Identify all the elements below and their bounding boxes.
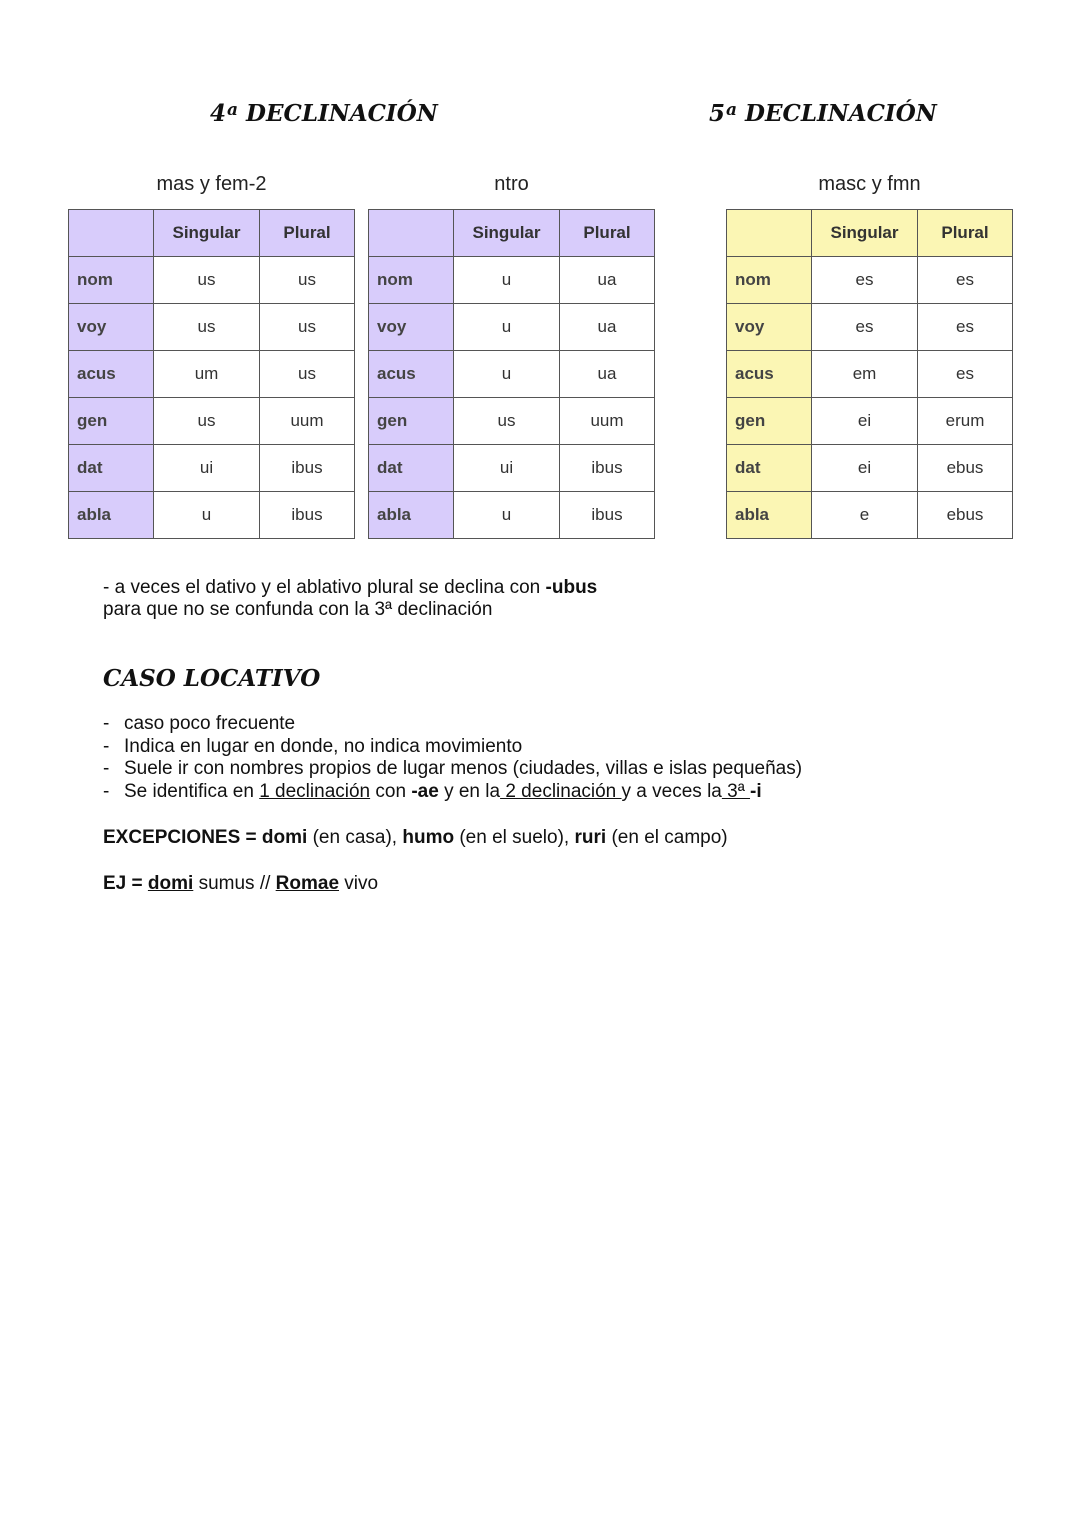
list-item: - Suele ir con nombres propios de lugar menos (ciudades, villas e islas pequeñas)	[103, 758, 802, 781]
header-cell: Plural	[560, 210, 655, 257]
table-cell: us	[260, 351, 355, 398]
table-cell: es	[918, 304, 1013, 351]
note-text: - a veces el dativo y el ablativo plural se declina con	[103, 577, 546, 598]
case-cell: dat	[69, 445, 154, 492]
table-row	[69, 445, 355, 492]
table-cell: us	[260, 304, 355, 351]
table-cell: us	[154, 398, 260, 445]
list-item	[103, 781, 802, 804]
heading-number: 4	[210, 100, 227, 127]
table-cell: es	[812, 257, 918, 304]
table-cell: ei	[812, 445, 918, 492]
case-cell: nom	[369, 257, 454, 304]
table-cell: ibus	[260, 492, 355, 539]
heading-text: DECLINACIÓN	[246, 100, 438, 127]
text-span: y a veces la	[621, 780, 722, 802]
table-cell: ui	[154, 445, 260, 492]
case-cell: gen	[69, 398, 154, 445]
table-row	[369, 445, 655, 492]
table-row	[369, 492, 655, 539]
exception-gloss: (en el campo)	[606, 827, 728, 848]
table-row	[727, 492, 1013, 539]
heading-number: 5	[709, 100, 726, 127]
case-cell: abla	[727, 492, 812, 539]
list-item: - caso poco frecuente	[103, 713, 802, 736]
table-cell: ua	[560, 304, 655, 351]
table-row	[727, 257, 1013, 304]
table-cell: ibus	[260, 445, 355, 492]
excepciones-line	[103, 827, 728, 849]
header-cell	[369, 210, 454, 257]
note-line-2: para que no se confunda con la 3ª declinación	[103, 599, 493, 620]
table-cell: us	[260, 257, 355, 304]
table-cell: us	[454, 398, 560, 445]
table-row	[727, 445, 1013, 492]
header-cell: Singular	[154, 210, 260, 257]
list-item: - Indica en lugar en donde, no indica movimiento	[103, 736, 802, 759]
table-row	[727, 304, 1013, 351]
exception-gloss: (en el suelo),	[454, 827, 575, 848]
ejemplo-line	[103, 873, 378, 895]
table-cell: e	[812, 492, 918, 539]
table-cell: ei	[812, 398, 918, 445]
table-cell: ui	[454, 445, 560, 492]
bold-ending: -ae	[411, 780, 439, 802]
table-cell: u	[454, 257, 560, 304]
table-cell: ibus	[560, 445, 655, 492]
table-cell: ua	[560, 257, 655, 304]
heading-text: DECLINACIÓN	[745, 100, 937, 127]
table-row	[369, 351, 655, 398]
case-cell: dat	[727, 445, 812, 492]
excepciones-label: EXCEPCIONES =	[103, 827, 257, 848]
example-text: vivo	[339, 873, 379, 894]
table-cell: us	[154, 257, 260, 304]
table-5th-masc-fmn	[726, 209, 1013, 539]
note-ending: -ubus	[545, 577, 598, 598]
bold-ending: -i	[750, 780, 762, 802]
heading-ordinal: a	[726, 100, 738, 120]
underlined-text: 3ª	[721, 780, 751, 802]
table-row	[69, 492, 355, 539]
table-cell: es	[918, 257, 1013, 304]
case-cell: gen	[369, 398, 454, 445]
table-cell: uum	[560, 398, 655, 445]
table-cell: u	[154, 492, 260, 539]
heading-4th-declension	[210, 100, 438, 127]
table-header-row	[69, 210, 355, 257]
table-row	[69, 304, 355, 351]
table-cell: erum	[918, 398, 1013, 445]
table-cell: ua	[560, 351, 655, 398]
table-cell: ebus	[918, 445, 1013, 492]
header-cell	[727, 210, 812, 257]
case-cell: acus	[727, 351, 812, 398]
example-text: sumus //	[193, 873, 276, 894]
case-cell: nom	[69, 257, 154, 304]
heading-5th-declension	[709, 100, 937, 127]
table-cell: um	[154, 351, 260, 398]
table-cell: u	[454, 304, 560, 351]
table-cell: em	[812, 351, 918, 398]
case-cell: nom	[727, 257, 812, 304]
underlined-text: 2 declinación	[500, 780, 622, 802]
ubus-note	[103, 577, 597, 621]
header-cell: Singular	[812, 210, 918, 257]
table-cell: es	[918, 351, 1013, 398]
table-cell: u	[454, 351, 560, 398]
table-row	[369, 304, 655, 351]
case-cell: abla	[369, 492, 454, 539]
table-cell: us	[154, 304, 260, 351]
ejemplo-label: EJ =	[103, 873, 143, 894]
case-cell: voy	[369, 304, 454, 351]
locativo-list	[103, 713, 802, 803]
text-span: Se identifica en	[124, 780, 260, 802]
table-cell: ebus	[918, 492, 1013, 539]
example-word: Romae	[275, 873, 340, 894]
case-cell: voy	[727, 304, 812, 351]
exception-word: humo	[402, 827, 455, 848]
example-word: domi	[147, 873, 194, 894]
table-row	[69, 351, 355, 398]
case-cell: acus	[69, 351, 154, 398]
case-cell: abla	[69, 492, 154, 539]
table-cell: uum	[260, 398, 355, 445]
case-cell: dat	[369, 445, 454, 492]
subtitle-masc-fmn: masc y fmn	[818, 173, 921, 195]
subtitle-mas-fem: mas y fem-2	[156, 173, 267, 195]
exception-word: ruri	[574, 827, 607, 848]
table-4th-mas-fem	[68, 209, 355, 539]
table-cell: u	[454, 492, 560, 539]
locativo-title: CASO LOCATIVO	[103, 665, 321, 692]
table-4th-neutro	[368, 209, 655, 539]
table-cell: ibus	[560, 492, 655, 539]
table-row	[369, 398, 655, 445]
exception-word: domi	[261, 827, 308, 848]
underlined-text: 1 declinación	[259, 780, 371, 802]
case-cell: voy	[69, 304, 154, 351]
subtitle-neutro: ntro	[494, 173, 529, 195]
table-row	[727, 398, 1013, 445]
header-cell: Singular	[454, 210, 560, 257]
case-cell: gen	[727, 398, 812, 445]
text-span: con	[370, 780, 412, 802]
note-line-1	[103, 577, 597, 599]
header-cell: Plural	[918, 210, 1013, 257]
header-cell: Plural	[260, 210, 355, 257]
table-row	[727, 351, 1013, 398]
case-cell: acus	[369, 351, 454, 398]
header-cell	[69, 210, 154, 257]
text-span: y en la	[438, 780, 501, 802]
table-cell: es	[812, 304, 918, 351]
table-header-row	[727, 210, 1013, 257]
table-header-row	[369, 210, 655, 257]
table-row	[69, 398, 355, 445]
exception-gloss: (en casa),	[307, 827, 403, 848]
heading-ordinal: a	[227, 100, 239, 120]
table-row	[69, 257, 355, 304]
table-row	[369, 257, 655, 304]
